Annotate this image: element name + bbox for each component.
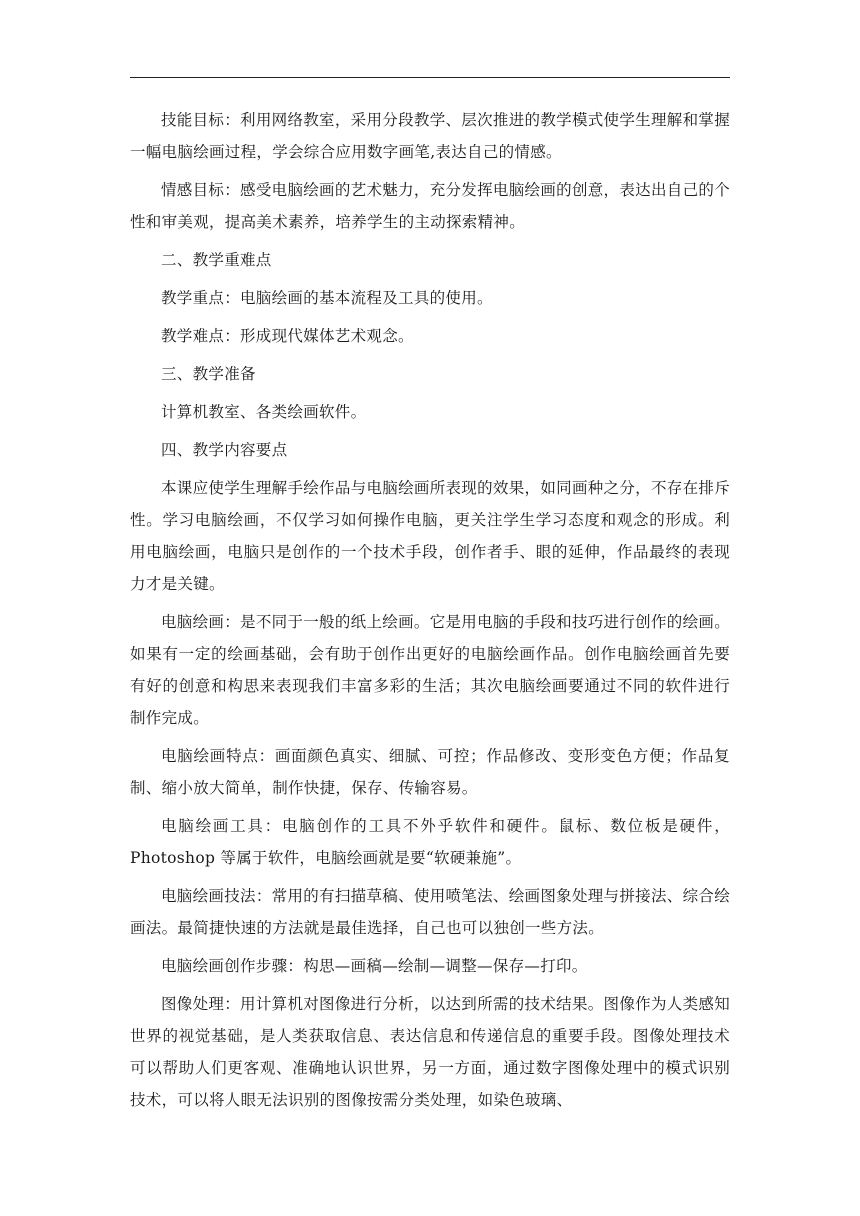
computer-painting-definition-paragraph: 电脑绘画：是不同于一般的纸上绘画。它是用电脑的手段和技巧进行创作的绘画。如果有一定的绘画基础，会有助于创作出更好的电脑绘画作品。创作电脑绘画首先要有好的创意和构思来表现我们丰富多彩的生活；其次电脑绘画要通过不同的软件进行制作完成。	[130, 613, 730, 727]
computer-painting-techniques-paragraph: 电脑绘画技法：常用的有扫描草稿、使用喷笔法、绘画图象处理与拼接法、综合绘画法。最简捷快速的方法就是最佳选择，自己也可以独创一些方法。	[130, 887, 730, 937]
teaching-focus-paragraph: 教学重点：电脑绘画的基本流程及工具的使用。	[161, 289, 493, 307]
section-heading-key-points: 二、教学重难点	[161, 251, 272, 269]
section-heading-content-points: 四、教学内容要点	[161, 441, 288, 459]
document-body	[130, 104, 730, 1122]
computer-painting-tools-paragraph: 电脑绘画工具：电脑创作的工具不外乎软件和硬件。鼠标、数位板是硬件，Photoshop 等属于软件，电脑绘画就是要“软硬兼施”。	[130, 817, 730, 867]
creation-steps-paragraph: 电脑绘画创作步骤：构思—画稿—绘制—调整—保存—打印。	[161, 957, 588, 975]
computer-painting-features-paragraph: 电脑绘画特点：画面颜色真实、细腻、可控；作品修改、变形变色方便；作品复制、缩小放大简单，制作快捷，保存、传输容易。	[130, 747, 730, 797]
emotion-objective-paragraph: 情感目标：感受电脑绘画的艺术魅力，充分发挥电脑绘画的创意，表达出自己的个性和审美观，提高美术素养，培养学生的主动探索精神。	[130, 181, 730, 231]
header-rule	[130, 77, 730, 78]
course-intro-paragraph: 本课应使学生理解手绘作品与电脑绘画所表现的效果，如同画种之分，不存在排斥性。学习电脑绘画，不仅学习如何操作电脑，更关注学生学习态度和观念的形成。利用电脑绘画，电脑只是创作的一个技术手段，创作者手、眼的延伸，作品最终的表现力才是关键。	[130, 479, 730, 593]
preparation-paragraph: 计算机教室、各类绘画软件。	[161, 403, 367, 421]
image-processing-paragraph: 图像处理：用计算机对图像进行分析，以达到所需的技术结果。图像作为人类感知世界的视觉基础，是人类获取信息、表达信息和传递信息的重要手段。图像处理技术可以帮助人们更客观、准确地认识世界，另一方面，通过数字图像处理中的模式识别技术，可以将人眼无法识别的图像按需分类处理，如染色玻璃、	[130, 995, 730, 1109]
section-heading-preparation: 三、教学准备	[161, 365, 256, 383]
skill-objective-paragraph: 技能目标：利用网络教室，采用分段教学、层次推进的教学模式使学生理解和掌握一幅电脑绘画过程，学会综合应用数字画笔,表达自己的情感。	[130, 111, 730, 161]
teaching-difficulty-paragraph: 教学难点：形成现代媒体艺术观念。	[161, 327, 414, 345]
